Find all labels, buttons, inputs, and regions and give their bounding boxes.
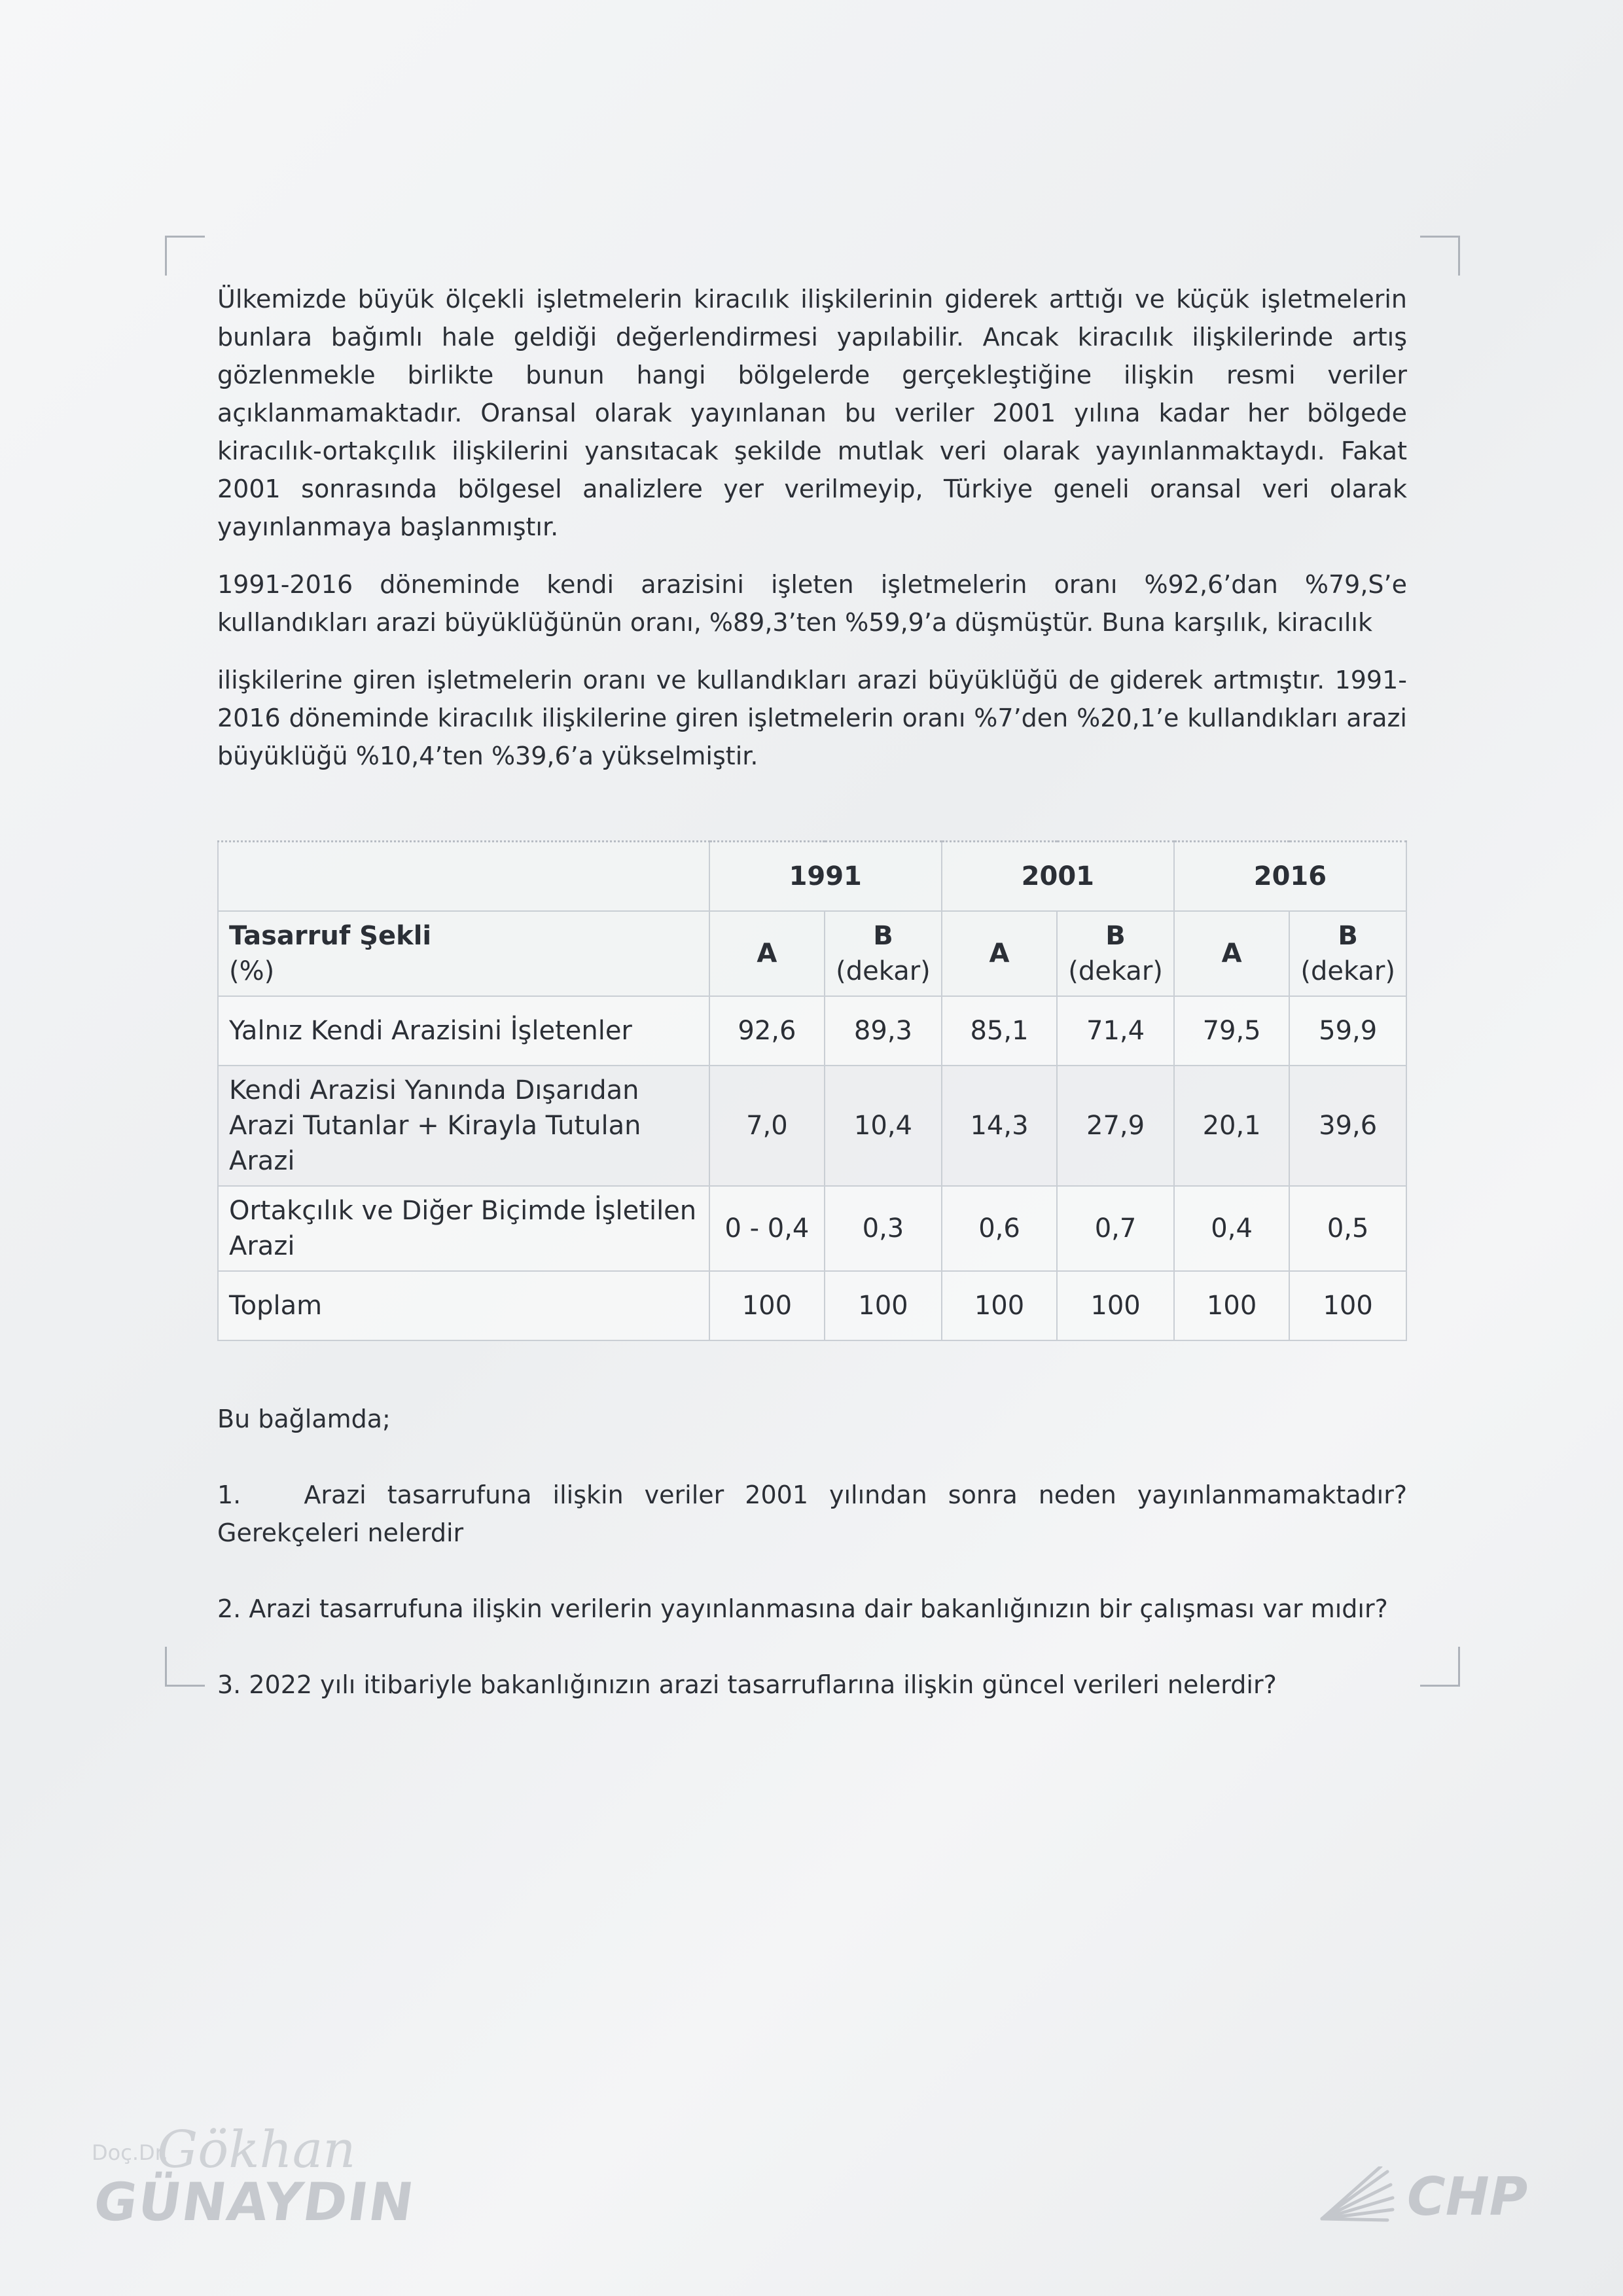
party-logo [1315,2166,1538,2232]
table-cell: 20,1 [1174,1066,1289,1186]
paragraph-3: ilişkilerine giren işletmelerin oranı ve kullandıkları arazi büyüklüğü de giderek artmıştır. 1991-2016 döneminde kiracılık ilişkilerine giren işletmelerin oranı %7’den %20,1’e kullandıkları arazi büyüklüğü %10,4’ten %39,6’a yükselmiştir. [217,666,1407,770]
row-label: Ortakçılık ve Diğer Biçimde İşletilen Arazi [218,1186,709,1271]
table-row [218,1271,1406,1340]
question-1 [217,1476,1407,1552]
tenure-type-unit: (%) [229,956,275,986]
question-text: Arazi tasarrufuna ilişkin verilerin yayınlanmasına dair bakanlığınızın bir çalışması var mıdır? [249,1594,1388,1623]
empty-header-cell [218,842,709,912]
document-body [217,280,1407,1742]
table-row [218,1186,1406,1271]
col-a-header: A [942,911,1057,996]
tenure-type-title: Tasarruf Şekli [229,921,432,951]
col-b-header: B (dekar) [1289,911,1406,996]
mp-signature-logo [90,2121,419,2233]
question-number: 3. [217,1670,241,1699]
table-cell: 27,9 [1057,1066,1174,1186]
chp-wordmark: CHP [1407,2166,1528,2227]
table-cell: 10,4 [825,1066,942,1186]
frame-corner-top-left [165,236,205,276]
row-label: Kendi Arazisi Yanında Dışarıdan Arazi Tutanlar + Kirayla Tutulan Arazi [218,1066,709,1186]
col-b-header: B (dekar) [1057,911,1174,996]
table-cell: 85,1 [942,996,1057,1066]
table-cell: 100 [1174,1271,1289,1340]
surname-logo: GÜNAYDIN [90,2172,419,2233]
table-cell: 0,4 [1174,1186,1289,1271]
year-header-2001: 2001 [942,842,1174,912]
table-cell: 100 [942,1271,1057,1340]
question-3 [217,1666,1407,1704]
questions-intro: Bu bağlamda; [217,1405,391,1433]
table-cell: 0,7 [1057,1186,1174,1271]
table-cell: 7,0 [709,1066,825,1186]
table-cell: 100 [825,1271,942,1340]
row-label: Toplam [218,1271,709,1340]
paragraph-2: 1991-2016 döneminde kendi arazisini işleten işletmelerin oranı %92,6’dan %79,S’e kullandıkları arazi büyüklüğünün oranı, %89,3’ten %59,9’a düşmüştür. Buna karşılık, kiracılık [217,570,1407,637]
question-2 [217,1590,1407,1628]
frame-corner-bottom-left [165,1647,205,1687]
frame-corner-bottom-right [1420,1647,1460,1687]
year-header-row [218,842,1406,912]
table-cell: 0,6 [942,1186,1057,1271]
year-header-2016: 2016 [1174,842,1406,912]
academic-title: Doç.Dr. [92,2140,169,2165]
table-cell: 100 [709,1271,825,1340]
question-text: 2022 yılı itibariyle bakanlığınızın arazi tasarruflarına ilişkin güncel verileri nelerdir? [249,1670,1277,1699]
table-cell: 92,6 [709,996,825,1066]
question-number: 1. [217,1480,241,1509]
handwritten-signature: Gökhan [157,2121,356,2179]
year-header-1991: 1991 [709,842,942,912]
col-b-header: B (dekar) [825,911,942,996]
tenure-type-header [218,911,709,996]
table-cell: 100 [1057,1271,1174,1340]
table-cell: 14,3 [942,1066,1057,1186]
table-cell: 79,5 [1174,996,1289,1066]
table-cell: 89,3 [825,996,942,1066]
table-cell: 39,6 [1289,1066,1406,1186]
land-tenure-table [217,840,1407,1341]
question-number: 2. [217,1594,241,1623]
table-cell: 0,3 [825,1186,942,1271]
chp-rays-icon [1315,2166,1400,2225]
table-cell: 100 [1289,1271,1406,1340]
table-cell: 0 - 0,4 [709,1186,825,1271]
question-text: Arazi tasarrufuna ilişkin veriler 2001 yılından sonra neden yayınlanmamaktadır? Gerekçeleri nelerdir [217,1480,1407,1547]
col-a-header: A [1174,911,1289,996]
questions-section [217,1400,1407,1704]
column-header-row [218,911,1406,996]
row-label: Yalnız Kendi Arazisini İşletenler [218,996,709,1066]
table-row [218,996,1406,1066]
frame-corner-top-right [1420,236,1460,276]
table-cell: 0,5 [1289,1186,1406,1271]
table-row [218,1066,1406,1186]
table-cell: 71,4 [1057,996,1174,1066]
col-a-header: A [709,911,825,996]
paragraph-1: Ülkemizde büyük ölçekli işletmelerin kiracılık ilişkilerinin giderek arttığı ve küçük işletmelerin bunlara bağımlı hale geldiği değerlendirmesi yapılabilir. Ancak kiracılık ilişkilerinde artış gözlenmekle birlikte bunun hangi bölgelerde gerçekleştiğine ilişkin resmi veriler açıklanmamaktadır. Oransal olarak yayınlanan bu veriler 2001 yılına kadar her bölgede kiracılık-ortakçılık ilişkilerini yansıtacak şekilde mutlak veri olarak yayınlanmaktaydı. Fakat 2001 sonrasında bölgesel analizlere yer verilmeyip, Türkiye geneli oransal veri olarak yayınlanmaya başlanmıştır. [217,285,1407,541]
table-cell: 59,9 [1289,996,1406,1066]
